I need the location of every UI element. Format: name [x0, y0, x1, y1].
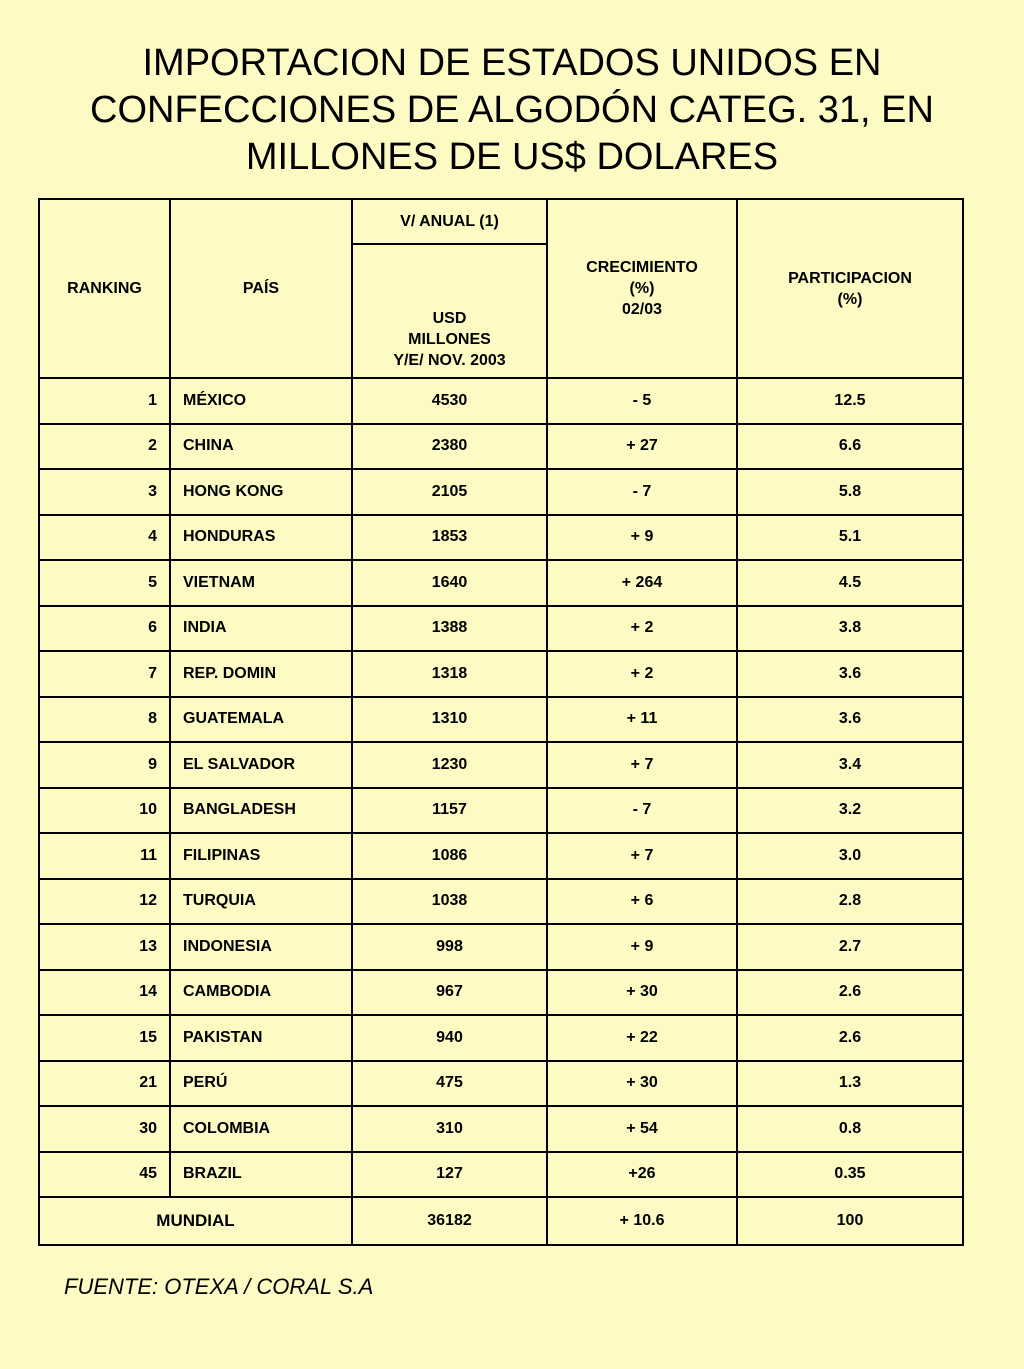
country-cell: REP. DOMIN [170, 651, 352, 697]
usd-cell: 2105 [352, 469, 547, 515]
table-row [39, 1061, 963, 1107]
growth-cell: + 22 [547, 1015, 737, 1061]
country-cell: HONG KONG [170, 469, 352, 515]
usd-cell: 1310 [352, 697, 547, 743]
table-row [39, 606, 963, 652]
table-row [39, 788, 963, 834]
rank-cell: 2 [39, 424, 170, 470]
share-cell: 2.8 [737, 879, 963, 925]
usd-cell: 475 [352, 1061, 547, 1107]
usd-cell: 1230 [352, 742, 547, 788]
growth-cell: + 2 [547, 606, 737, 652]
page-title [0, 40, 1024, 181]
usd-cell: 127 [352, 1152, 547, 1198]
growth-cell: +26 [547, 1152, 737, 1198]
country-cell: HONDURAS [170, 515, 352, 561]
header-usd-millones: USD MILLONES Y/E/ NOV. 2003 [352, 244, 547, 378]
table-row [39, 560, 963, 606]
rank-cell: 10 [39, 788, 170, 834]
table-row [39, 469, 963, 515]
country-cell: MÉXICO [170, 378, 352, 424]
rank-cell: 15 [39, 1015, 170, 1061]
rank-cell: 12 [39, 879, 170, 925]
share-cell: 2.6 [737, 1015, 963, 1061]
total-label: MUNDIAL [39, 1197, 352, 1245]
usd-cell: 1640 [352, 560, 547, 606]
growth-cell: + 30 [547, 1061, 737, 1107]
growth-cell: + 7 [547, 833, 737, 879]
table-row [39, 515, 963, 561]
country-cell: CHINA [170, 424, 352, 470]
rank-cell: 7 [39, 651, 170, 697]
header-participacion: PARTICIPACION (%) [737, 199, 963, 378]
share-cell: 6.6 [737, 424, 963, 470]
table-row [39, 651, 963, 697]
growth-cell: + 7 [547, 742, 737, 788]
header-crecimiento: CRECIMIENTO (%) 02/03 [547, 199, 737, 378]
table-row [39, 1015, 963, 1061]
share-cell: 3.0 [737, 833, 963, 879]
table-row [39, 742, 963, 788]
imports-table [38, 198, 964, 1246]
country-cell: VIETNAM [170, 560, 352, 606]
share-cell: 5.8 [737, 469, 963, 515]
title-line: IMPORTACION DE ESTADOS UNIDOS EN [142, 42, 882, 84]
rank-cell: 8 [39, 697, 170, 743]
share-cell: 3.8 [737, 606, 963, 652]
country-cell: EL SALVADOR [170, 742, 352, 788]
usd-cell: 998 [352, 924, 547, 970]
usd-cell: 1853 [352, 515, 547, 561]
title-line: MILLONES DE US$ DOLARES [245, 136, 779, 178]
share-cell: 2.6 [737, 970, 963, 1016]
rank-cell: 1 [39, 378, 170, 424]
total-usd: 36182 [352, 1197, 547, 1245]
growth-cell: + 6 [547, 879, 737, 925]
country-cell: BRAZIL [170, 1152, 352, 1198]
usd-cell: 310 [352, 1106, 547, 1152]
total-row [39, 1197, 963, 1245]
usd-cell: 1388 [352, 606, 547, 652]
rank-cell: 9 [39, 742, 170, 788]
table-row [39, 1106, 963, 1152]
total-share: 100 [737, 1197, 963, 1245]
table-row [39, 378, 963, 424]
growth-cell: - 5 [547, 378, 737, 424]
share-cell: 3.2 [737, 788, 963, 834]
source-note: FUENTE: OTEXA / CORAL S.A [64, 1274, 374, 1299]
usd-cell: 1157 [352, 788, 547, 834]
rank-cell: 45 [39, 1152, 170, 1198]
growth-cell: + 9 [547, 924, 737, 970]
country-cell: INDIA [170, 606, 352, 652]
growth-cell: - 7 [547, 788, 737, 834]
rank-cell: 4 [39, 515, 170, 561]
country-cell: TURQUIA [170, 879, 352, 925]
usd-cell: 940 [352, 1015, 547, 1061]
header-v-anual: V/ ANUAL (1) [352, 199, 547, 244]
total-growth: + 10.6 [547, 1197, 737, 1245]
header-pais: PAÍS [170, 199, 352, 378]
table-row [39, 970, 963, 1016]
table-row [39, 924, 963, 970]
rank-cell: 21 [39, 1061, 170, 1107]
share-cell: 1.3 [737, 1061, 963, 1107]
usd-cell: 967 [352, 970, 547, 1016]
usd-cell: 1086 [352, 833, 547, 879]
rank-cell: 3 [39, 469, 170, 515]
table-row [39, 1152, 963, 1198]
share-cell: 0.35 [737, 1152, 963, 1198]
growth-cell: + 9 [547, 515, 737, 561]
rank-cell: 13 [39, 924, 170, 970]
usd-cell: 1318 [352, 651, 547, 697]
country-cell: GUATEMALA [170, 697, 352, 743]
growth-cell: + 264 [547, 560, 737, 606]
growth-cell: + 27 [547, 424, 737, 470]
share-cell: 3.4 [737, 742, 963, 788]
rank-cell: 14 [39, 970, 170, 1016]
table-row [39, 879, 963, 925]
share-cell: 12.5 [737, 378, 963, 424]
table-row [39, 833, 963, 879]
country-cell: PERÚ [170, 1061, 352, 1107]
growth-cell: + 11 [547, 697, 737, 743]
rank-cell: 5 [39, 560, 170, 606]
usd-cell: 1038 [352, 879, 547, 925]
share-cell: 3.6 [737, 651, 963, 697]
rank-cell: 11 [39, 833, 170, 879]
title-line: CONFECCIONES DE ALGODÓN CATEG. 31, EN [90, 89, 934, 131]
share-cell: 4.5 [737, 560, 963, 606]
growth-cell: + 2 [547, 651, 737, 697]
growth-cell: - 7 [547, 469, 737, 515]
country-cell: FILIPINAS [170, 833, 352, 879]
country-cell: CAMBODIA [170, 970, 352, 1016]
table-body [39, 378, 963, 1197]
share-cell: 0.8 [737, 1106, 963, 1152]
share-cell: 2.7 [737, 924, 963, 970]
rank-cell: 6 [39, 606, 170, 652]
share-cell: 3.6 [737, 697, 963, 743]
country-cell: PAKISTAN [170, 1015, 352, 1061]
growth-cell: + 30 [547, 970, 737, 1016]
rank-cell: 30 [39, 1106, 170, 1152]
country-cell: INDONESIA [170, 924, 352, 970]
usd-cell: 4530 [352, 378, 547, 424]
growth-cell: + 54 [547, 1106, 737, 1152]
header-ranking: RANKING [39, 199, 170, 378]
table-row [39, 697, 963, 743]
usd-cell: 2380 [352, 424, 547, 470]
table-row [39, 424, 963, 470]
country-cell: BANGLADESH [170, 788, 352, 834]
share-cell: 5.1 [737, 515, 963, 561]
country-cell: COLOMBIA [170, 1106, 352, 1152]
